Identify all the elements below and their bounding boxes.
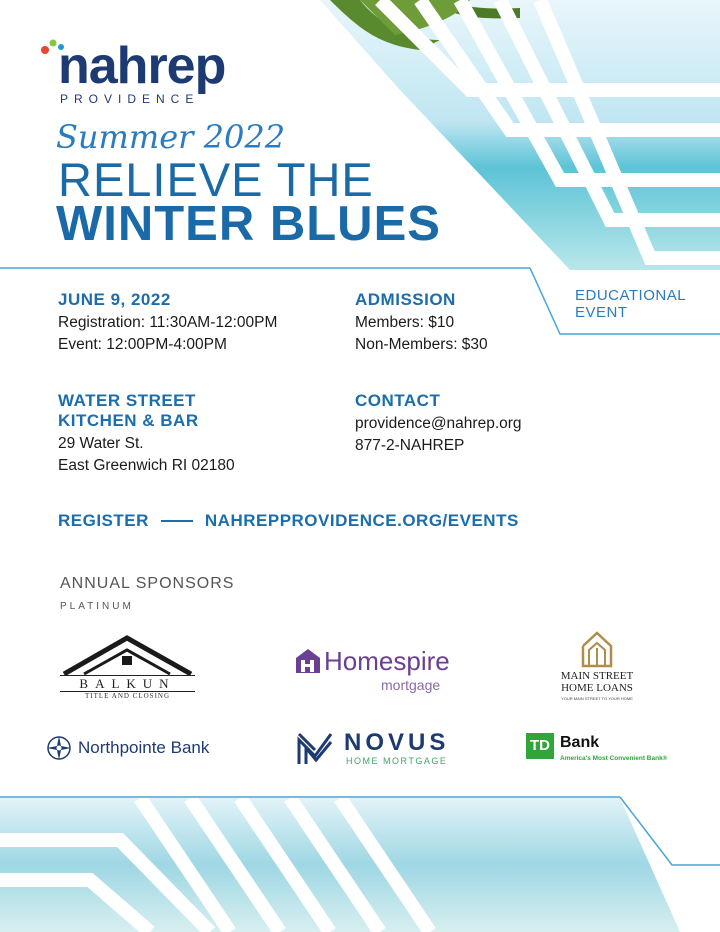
main-street-line-2: HOME LOANS [561, 682, 633, 694]
sponsors-title: ANNUAL SPONSORS [60, 575, 235, 592]
sponsor-northpointe [46, 735, 226, 761]
event-type-line-2: EVENT [575, 304, 628, 321]
beach-graphic-bottom [0, 790, 720, 932]
contact-email[interactable]: providence@nahrep.org [355, 415, 522, 432]
sponsor-novus [296, 730, 456, 770]
event-time: Event: 12:00PM-4:00PM [58, 336, 227, 353]
register-link[interactable]: NAHREPPROVIDENCE.ORG/EVENTS [204, 511, 519, 530]
sponsors-tier: PLATINUM [60, 601, 134, 612]
main-street-line-1: MAIN STREET [560, 670, 634, 682]
headline-line-1: RELIEVE THE [58, 153, 374, 206]
date-block [58, 290, 277, 356]
logo-subtext: PROVIDENCE [60, 92, 200, 106]
main-street-house-icon [580, 630, 614, 668]
venue-name-line-1: WATER STREET [58, 391, 196, 410]
balkun-roof-icon [60, 634, 195, 676]
td-name: Bank [560, 734, 600, 751]
main-street-tagline: YOUR MAIN STREET TO YOUR HOME [561, 696, 633, 701]
event-date: JUNE 9, 2022 [58, 290, 171, 309]
event-type-label [575, 287, 686, 321]
balkun-sub: TITLE AND CLOSING [84, 692, 171, 700]
venue-block [58, 391, 235, 477]
event-type-line-1: EDUCATIONAL [575, 287, 687, 304]
admission-block [355, 290, 488, 356]
sponsor-homespire [295, 648, 455, 698]
novus-sub: HOME MORTGAGE [346, 756, 448, 766]
venue-name-line-2: KITCHEN & BAR [58, 411, 199, 430]
register-row [58, 511, 519, 531]
sponsor-main-street [552, 630, 642, 706]
sponsor-td-bank [526, 733, 686, 769]
venue-address-1: 29 Water St. [58, 435, 144, 452]
contact-phone[interactable]: 877-2-NAHREP [355, 437, 465, 454]
td-badge-icon: TD [526, 733, 554, 759]
contact-block [355, 391, 522, 457]
balkun-name: BALKUN [60, 675, 195, 692]
novus-n-icon [296, 730, 334, 766]
sponsor-balkun [60, 634, 195, 704]
headline-line-2: WINTER BLUES [56, 197, 441, 251]
register-divider [161, 520, 193, 522]
registration-time: Registration: 11:30AM-12:00PM [58, 314, 278, 331]
td-tagline: America's Most Convenient Bank® [560, 755, 668, 762]
logo-wordmark: nahrep [58, 37, 226, 95]
venue-address-2: East Greenwich RI 02180 [58, 457, 235, 474]
northpointe-compass-icon [46, 735, 72, 761]
homespire-name: Homespire [324, 646, 450, 676]
register-label: REGISTER [58, 511, 149, 530]
northpointe-name: Northpointe Bank [78, 738, 210, 757]
admission-title: ADMISSION [355, 290, 456, 309]
season-heading: Summer 2022 [56, 118, 286, 156]
contact-title: CONTACT [355, 391, 441, 410]
homespire-house-icon [295, 648, 321, 674]
novus-name: NOVUS [344, 729, 450, 756]
non-members-price: Non-Members: $30 [355, 336, 488, 353]
members-price: Members: $10 [355, 314, 455, 331]
homespire-sub: mortgage [381, 677, 441, 693]
